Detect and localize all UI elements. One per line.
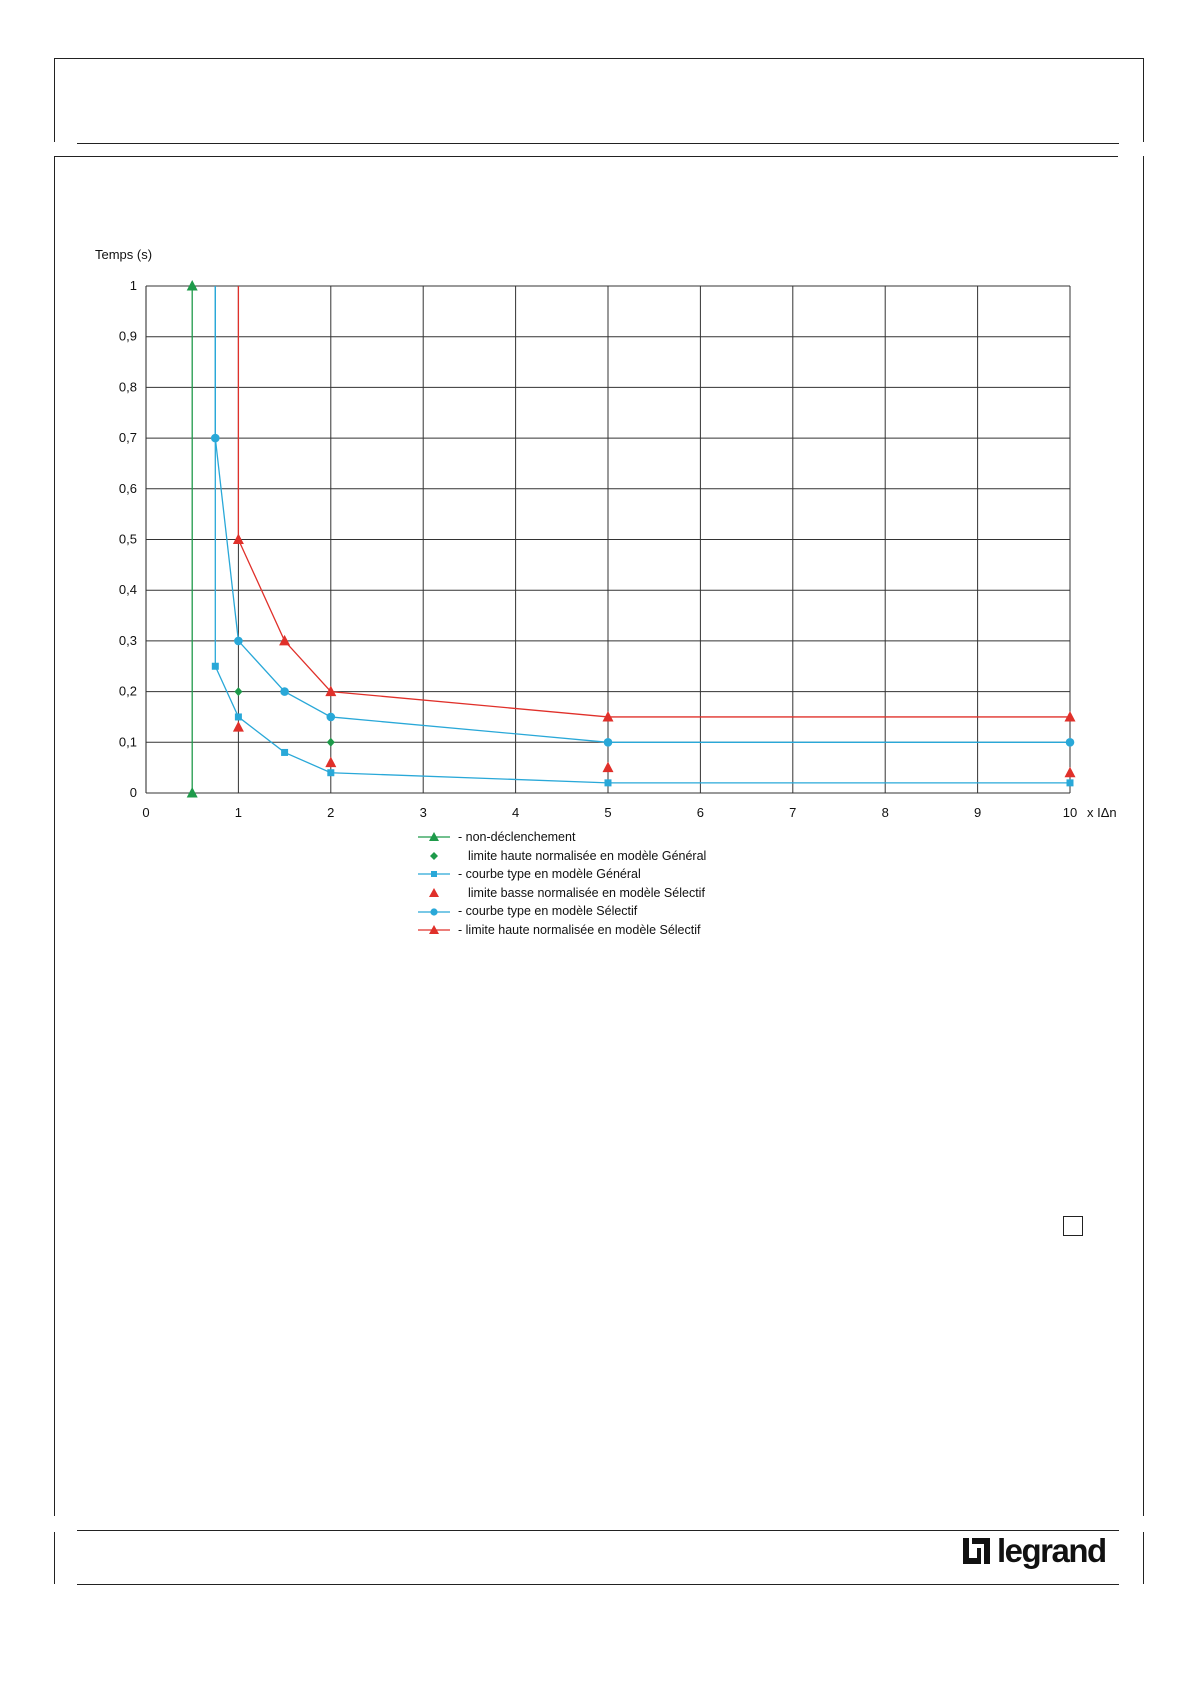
legend-swatch-red-triangle-line (414, 923, 454, 937)
legend-label: - non-déclenchement (458, 830, 576, 844)
x-tick-label: 9 (973, 805, 982, 820)
x-tick-label: 8 (881, 805, 889, 820)
legend-swatch-green-diamond (414, 849, 454, 863)
axis-ticks (119, 278, 1077, 820)
legend-swatch-red-triangle (414, 886, 454, 900)
legend-item-non-declenchement (414, 828, 706, 847)
x-tick-label: 5 (604, 805, 612, 820)
y-tick-label: 0,8 (118, 379, 137, 395)
x-tick-label: 7 (789, 805, 797, 820)
legend-item-haute-general (414, 847, 706, 866)
y-tick-label: 0 (129, 785, 137, 800)
legrand-logo-text: legrand (997, 1532, 1106, 1569)
data-point (1065, 711, 1076, 722)
data-point (1065, 767, 1076, 778)
y-tick-label: 0,7 (118, 430, 137, 446)
legend-label: - courbe type en modèle Sélectif (458, 904, 638, 919)
data-point (233, 721, 244, 732)
y-tick-label: 1 (129, 278, 137, 293)
legend-swatch-green-triangle-line (414, 830, 454, 844)
legend-label: - limite haute normalisée en modèle Sélectif (458, 922, 701, 937)
legrand-logo-mark (963, 1536, 993, 1566)
x-tick-label: 3 (419, 805, 427, 820)
legend-label: limite basse normalisée en modèle Sélectif (468, 885, 705, 900)
x-axis-label: x IΔn (1087, 805, 1117, 820)
legend-item-basse-selectif (414, 884, 706, 903)
data-point (211, 434, 220, 443)
legend-swatch-blue-circle-line (414, 905, 454, 919)
frame-right-footer (1143, 1532, 1144, 1584)
data-point (605, 779, 612, 786)
checkbox[interactable] (1063, 1216, 1083, 1236)
legend-swatch-blue-square-line (414, 867, 454, 881)
legend-label: - courbe type en modèle Général (458, 867, 641, 882)
legend-item-haute-selectif (414, 921, 706, 940)
data-point (280, 687, 289, 696)
data-point (281, 749, 288, 756)
data-point (279, 635, 290, 646)
data-point (604, 738, 613, 747)
footer-rule-bottom (77, 1584, 1119, 1585)
data-point (212, 663, 219, 670)
series-line (215, 286, 1070, 783)
x-tick-label: 4 (511, 805, 520, 820)
legend-item-courbe-general (414, 865, 706, 884)
footer-rule-top (77, 1530, 1119, 1531)
y-tick-label: 0,3 (118, 632, 137, 648)
data-point (233, 534, 244, 545)
data-point (603, 762, 614, 773)
data-point (327, 769, 334, 776)
series-markers (187, 280, 1076, 798)
y-tick-label: 0,4 (118, 582, 137, 598)
legend-label: limite haute normalisée en modèle Général (468, 848, 707, 863)
y-tick-label: 0,1 (118, 734, 137, 750)
series-line (238, 286, 1070, 717)
legrand-logo (963, 1534, 1106, 1568)
y-tick-label: 0,9 (118, 328, 137, 344)
data-point (235, 713, 242, 720)
x-tick-label: 6 (696, 805, 705, 820)
x-tick-label: 10 (1062, 805, 1078, 820)
data-point (234, 687, 242, 696)
x-tick-label: 0 (142, 805, 150, 820)
data-point (327, 738, 335, 747)
legend-item-courbe-selectif (414, 902, 706, 921)
y-tick-label: 0,2 (118, 683, 137, 699)
data-point (187, 787, 198, 798)
data-point (1067, 779, 1074, 786)
x-tick-label: 1 (234, 805, 243, 820)
frame-left-footer (54, 1532, 55, 1584)
chart-legend (414, 828, 706, 940)
data-point (327, 713, 336, 722)
series-line (215, 286, 1070, 742)
data-point (234, 637, 243, 646)
y-tick-label: 0,6 (118, 480, 137, 496)
y-axis-label: Temps (s) (95, 247, 153, 262)
data-point (187, 280, 198, 291)
x-tick-label: 2 (327, 805, 335, 820)
data-point (325, 757, 336, 768)
data-point (1066, 738, 1075, 747)
y-tick-label: 0,5 (118, 531, 137, 547)
